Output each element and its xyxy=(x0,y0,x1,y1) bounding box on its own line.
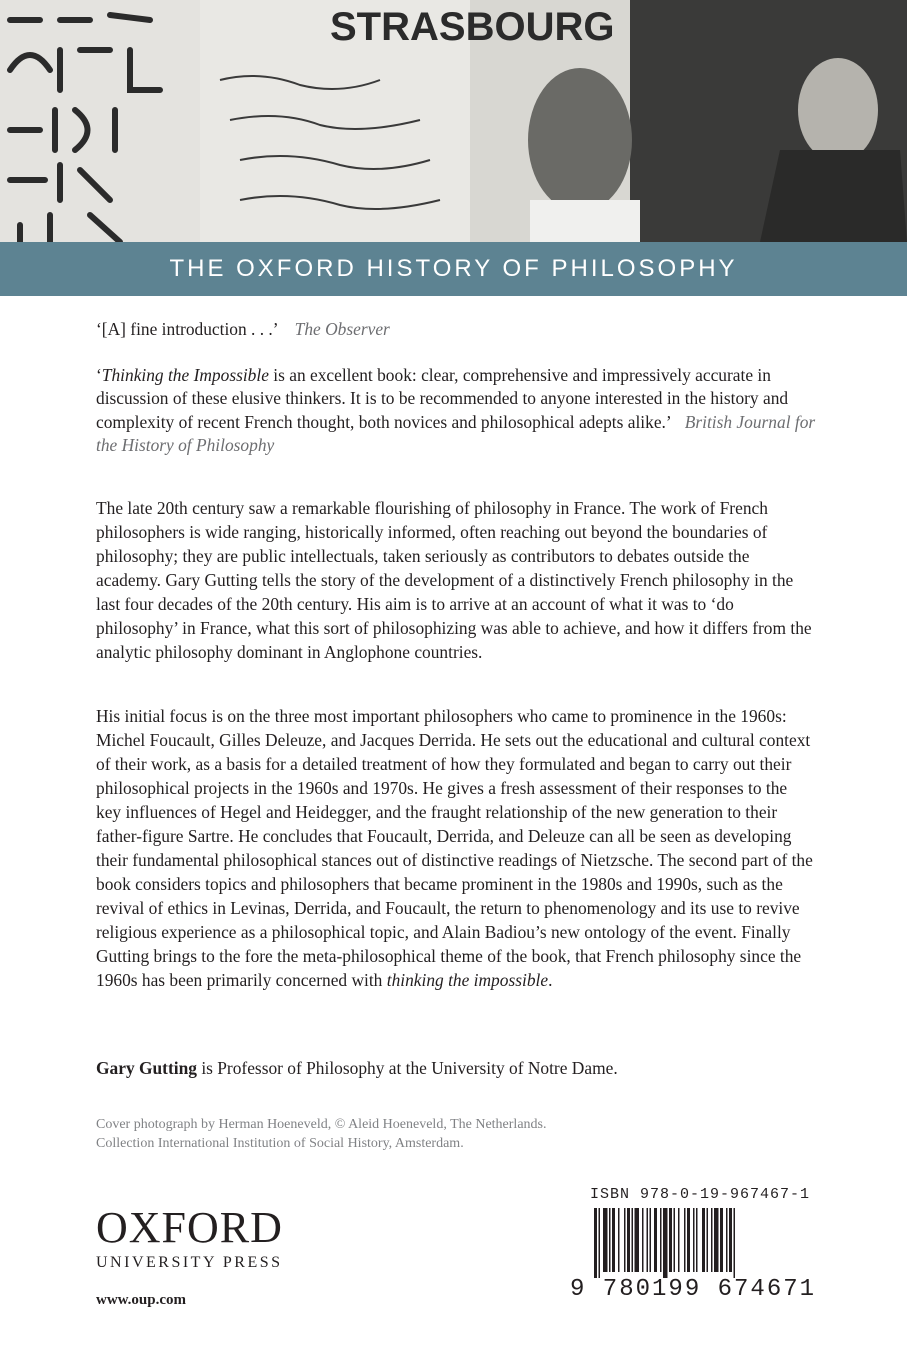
review-book-title: Thinking the Impossible xyxy=(101,364,269,385)
publisher-logo xyxy=(96,1203,283,1272)
barcode-bar xyxy=(687,1208,690,1272)
review-source: The Observer xyxy=(294,319,390,339)
barcode-bar xyxy=(693,1208,695,1272)
barcode-bar xyxy=(729,1208,732,1272)
poster-word: STRASBOURG xyxy=(330,5,615,49)
description-italic: thinking the impossible xyxy=(386,970,549,990)
description-text: His initial focus is on the three most important philosophers who came to prominence in the 1960s: Michel Foucault, Gilles Deleuze, and Jacques Derrida. He sets out the educational and cultural context of their work, as a basis for a detailed treatment of how they formulated and began to carry out their philosophical projects in the 1960s and 1970s. He gives a fresh assessment of their responses to the key influences of Hegel and Heidegger, and the fraught relationship of the new generation to their father-figure Sartre. He concludes that Foucault, Derrida, and Deleuze can all be seen as developing their fundamental philosophical stances out of distinctive readings of Nietzsche. The second part of the book considers topics and philosophers that became prominent in the 1980s and 1990s, such as the revival of ethics in Levinas, Derrida, and Foucault, the return to phenomenology and its use to revive religious experience as a philosophical topic, and Alain Badiou’s new ontology of the event. Finally Gutting brings to the fore the meta-philosophical theme of the book, that French philosophy since the 1960s has been primarily concerned with xyxy=(96,706,813,990)
barcode-bar xyxy=(632,1208,634,1272)
barcode-bar xyxy=(678,1208,680,1272)
barcode-bar xyxy=(714,1208,719,1272)
cover-photo-image xyxy=(0,0,907,242)
barcode-bar xyxy=(627,1208,630,1272)
credit-line-1: Cover photograph by Herman Hoeneveld, © Aleid Hoeneveld, The Netherlands. xyxy=(96,1117,547,1132)
series-band xyxy=(0,242,907,296)
barcode-bar xyxy=(734,1208,736,1278)
barcode-bar xyxy=(654,1208,657,1272)
review-quote: ‘[A] fine introduction . . .’ xyxy=(96,319,278,339)
barcode-bar xyxy=(674,1208,676,1272)
barcode-bar xyxy=(711,1208,713,1272)
barcode-bar xyxy=(684,1208,686,1272)
publisher-url[interactable]: www.oup.com xyxy=(96,1292,187,1308)
description-paragraph-2 xyxy=(96,704,816,992)
author-name: Gary Gutting xyxy=(96,1058,197,1078)
barcode-bar xyxy=(624,1208,626,1272)
cover-photo xyxy=(0,0,907,242)
barcode-bar xyxy=(603,1208,608,1272)
barcode-bar xyxy=(594,1208,597,1278)
barcode-bar xyxy=(635,1208,640,1272)
review-quote: is an excellent book: clear, comprehensive and impressively accurate in discussion of these elusive thinkers. It is to be recommended to anyone interested in the history and complexity of recent French thought, both novices and philosophical adepts alike.’ xyxy=(96,364,789,432)
barcode-bar xyxy=(642,1208,644,1272)
review-bjhp xyxy=(96,364,816,458)
author-bio xyxy=(96,1056,816,1080)
isbn-label: ISBN 978-0-19-967467-1 xyxy=(590,1186,811,1203)
barcode-bar xyxy=(707,1208,709,1272)
barcode-bar xyxy=(696,1208,698,1272)
barcode xyxy=(592,1208,786,1278)
barcode-digits: 9 780199 674671 xyxy=(570,1276,817,1303)
review-source: British Journal for the History of Philosophy xyxy=(96,411,816,455)
barcode-bar xyxy=(663,1208,668,1278)
barcode-bar xyxy=(720,1208,723,1272)
publisher-press: UNIVERSITY PRESS xyxy=(96,1254,283,1271)
barcode-bar xyxy=(599,1208,601,1278)
description-end: . xyxy=(548,970,553,990)
barcode-bar xyxy=(726,1208,728,1272)
barcode-bar xyxy=(612,1208,615,1272)
barcode-bar xyxy=(618,1208,620,1272)
photo-credit xyxy=(96,1115,816,1153)
barcode-bar xyxy=(669,1208,672,1272)
barcode-bar xyxy=(702,1208,705,1272)
series-title: THE OXFORD HISTORY OF PHILOSOPHY xyxy=(169,255,738,282)
publisher-name: OXFORD xyxy=(96,1203,283,1252)
barcode-bar xyxy=(609,1208,611,1272)
credit-line-2: Collection International Institution of Social History, Amsterdam. xyxy=(96,1136,464,1151)
barcode-bar xyxy=(647,1208,649,1272)
author-bio-text: is Professor of Philosophy at the University of Notre Dame. xyxy=(196,1058,618,1078)
barcode-bar xyxy=(660,1208,662,1272)
barcode-bar xyxy=(650,1208,652,1272)
review-quote-open: ‘ xyxy=(96,364,102,385)
review-observer xyxy=(96,318,816,342)
description-paragraph-1: The late 20th century saw a remarkable flourishing of philosophy in France. The work of French philosophers is wide ranging, historically informed, often reaching out beyond the boundaries of philosophy; they are public intellectuals, taken seriously as contributors to debates outside the academy. Gary Gutting tells the story of the development of a distinctively French philosophy in the last four decades of the 20th century. His aim is to arrive at an account of what it was to ‘do philosophy’ in France, what this sort of philosophizing was able to achieve, and how it differs from the analytic philosophy dominant in Anglophone countries. xyxy=(96,498,812,662)
reviews xyxy=(96,318,816,470)
